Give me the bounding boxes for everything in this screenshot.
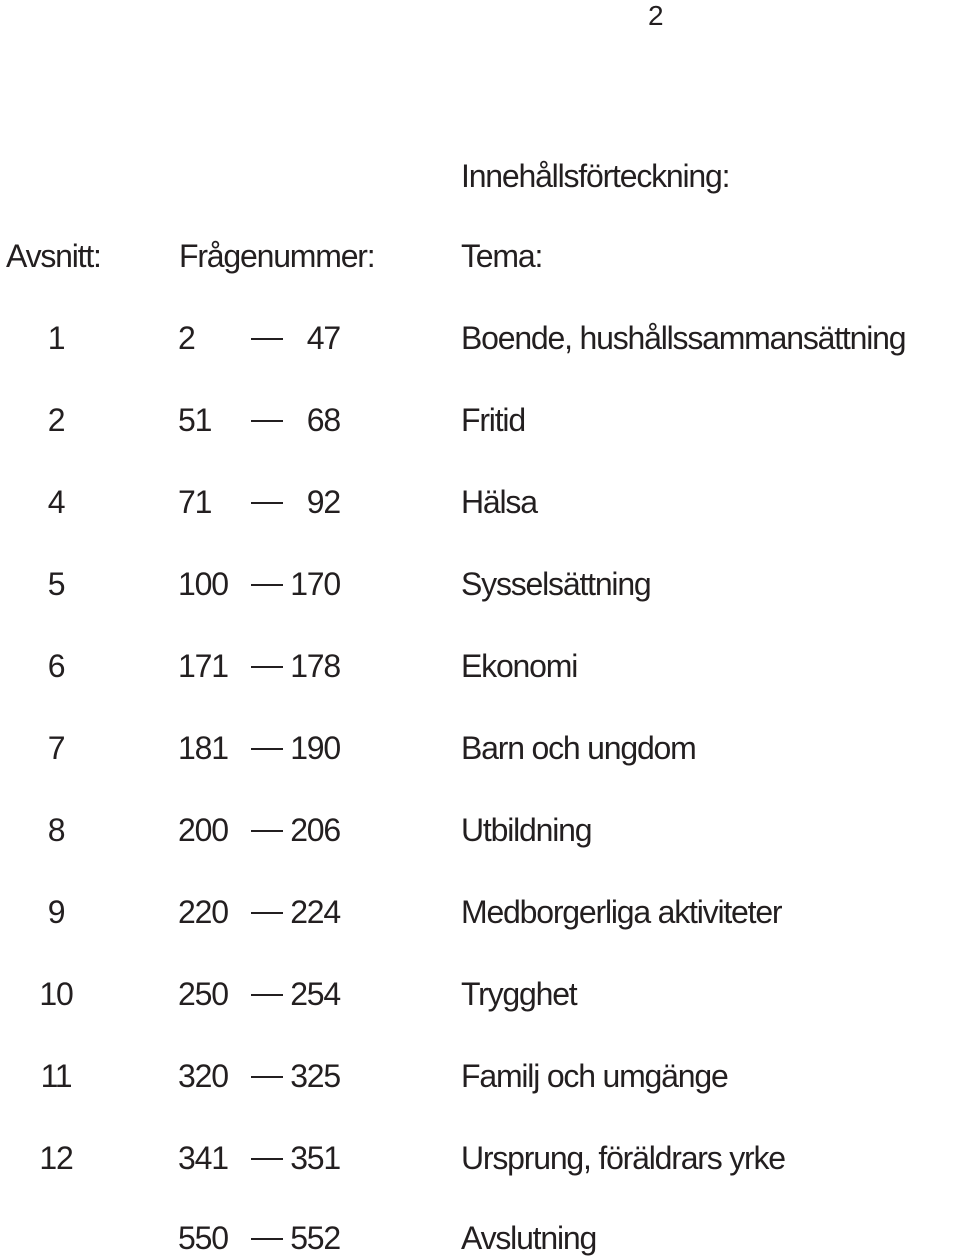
- toc-row: [0, 892, 960, 932]
- theme-label: Trygghet: [461, 976, 577, 1012]
- toc-row: [0, 728, 960, 768]
- toc-row: [0, 318, 960, 358]
- question-range-start: 341: [178, 1140, 228, 1176]
- theme-label: Ursprung, föräldrars yrke: [461, 1140, 785, 1176]
- section-number: 11: [40, 1058, 72, 1094]
- section-number: 4: [47, 484, 65, 520]
- toc-row: [0, 482, 960, 522]
- section-number: 9: [47, 894, 65, 930]
- toc-row: [0, 564, 960, 604]
- section-number: 5: [47, 566, 65, 602]
- question-range-start: 200: [178, 812, 228, 848]
- question-range-end: 254: [290, 976, 340, 1012]
- theme-label: Ekonomi: [461, 648, 578, 684]
- section-number: 1: [47, 320, 65, 356]
- question-range-end: 92: [306, 484, 340, 520]
- section-number: 10: [39, 976, 73, 1012]
- question-range-end: 170: [290, 566, 340, 602]
- section-number: 12: [39, 1140, 73, 1176]
- question-range-end: 68: [306, 402, 340, 438]
- question-range-end: 351: [290, 1140, 340, 1176]
- question-numbers-header: Frågenummer:: [179, 238, 375, 274]
- question-range-start: 550: [178, 1220, 228, 1256]
- theme-header: Tema:: [461, 238, 543, 274]
- question-range-start: 220: [178, 894, 228, 930]
- theme-label: Sysselsättning: [461, 566, 651, 602]
- question-range-start: 100: [178, 566, 228, 602]
- theme-label: Barn och ungdom: [461, 730, 696, 766]
- theme-label: Avslutning: [461, 1220, 597, 1256]
- theme-label: Familj och umgänge: [461, 1058, 728, 1094]
- section-header: Avsnitt:: [6, 238, 101, 274]
- toc-header-row: [0, 236, 960, 276]
- question-range-end: 178: [290, 648, 340, 684]
- question-range-end: 47: [306, 320, 340, 356]
- toc-row: [0, 1218, 960, 1258]
- toc-row: [0, 646, 960, 686]
- section-number: 7: [47, 730, 65, 766]
- question-range-end: 224: [290, 894, 340, 930]
- question-range-start: 71: [178, 484, 212, 520]
- question-range-end: 190: [290, 730, 340, 766]
- question-range-start: 181: [178, 730, 228, 766]
- theme-label: Hälsa: [461, 484, 537, 520]
- toc-row: [0, 810, 960, 850]
- toc-title: Innehållsförteckning:: [461, 158, 730, 194]
- theme-label: Utbildning: [461, 812, 592, 848]
- toc-row: [0, 400, 960, 440]
- theme-label: Medborgerliga aktiviteter: [461, 894, 782, 930]
- theme-label: Boende, hushållssammansättning: [461, 320, 906, 356]
- question-range-start: 51: [178, 402, 212, 438]
- section-number: 2: [47, 402, 65, 438]
- section-number: 8: [47, 812, 65, 848]
- question-range-end: 325: [290, 1058, 340, 1094]
- toc-row: [0, 1138, 960, 1178]
- question-range-start: 2: [178, 320, 195, 356]
- theme-label: Fritid: [461, 402, 525, 438]
- toc-row: [0, 1056, 960, 1096]
- question-range-end: 552: [290, 1220, 340, 1256]
- question-range-start: 320: [178, 1058, 228, 1094]
- question-range-start: 171: [178, 648, 228, 684]
- question-range-end: 206: [290, 812, 340, 848]
- toc-row: [0, 974, 960, 1014]
- page-number: 2: [648, 0, 664, 31]
- question-range-start: 250: [178, 976, 228, 1012]
- section-number: 6: [47, 648, 65, 684]
